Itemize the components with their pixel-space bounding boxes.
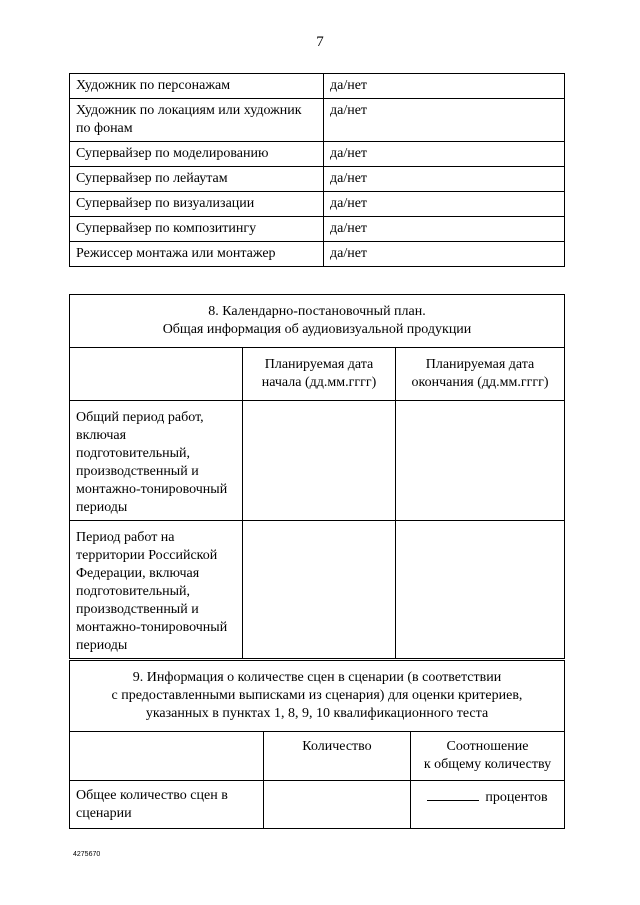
role-name: Супервайзер по композитингу [70, 217, 324, 242]
role-value[interactable]: да/нет [324, 74, 565, 99]
scenes-header-blank [70, 732, 264, 781]
roles-table [69, 73, 565, 267]
page-number: 7 [316, 34, 324, 50]
scenes-title-line1: 9. Информация о количестве сцен в сценарии (в соответствии [132, 670, 502, 685]
scenes-header-ratio-line1: Соотношение [446, 739, 529, 754]
scenes-title-line2: с предоставленными выписками из сценария) для оценки критериев, [111, 688, 523, 703]
roles-row [70, 142, 565, 167]
schedule-header-start: Планируемая дата начала (дд.мм.гггг) [243, 348, 396, 401]
document-id: 4275670 [73, 851, 101, 858]
schedule-header-end: Планируемая дата окончания (дд.мм.гггг) [396, 348, 565, 401]
roles-row [70, 217, 565, 242]
schedule-header-blank [70, 348, 243, 401]
roles-row [70, 192, 565, 217]
roles-row [70, 242, 565, 267]
schedule-title-line1: 8. Календарно-постановочный план. [208, 304, 426, 319]
role-name: Супервайзер по моделированию [70, 142, 324, 167]
schedule-row-russia-end[interactable] [396, 521, 565, 659]
schedule-table [69, 294, 565, 659]
schedule-row-total-end[interactable] [396, 401, 565, 521]
role-name: Художник по локациям или художник по фонам [70, 99, 324, 142]
schedule-row-total-start[interactable] [243, 401, 396, 521]
role-name: Супервайзер по визуализации [70, 192, 324, 217]
schedule-title-line2: Общая информация об аудиовизуальной продукции [162, 322, 472, 337]
role-name: Художник по персонажам [70, 74, 324, 99]
roles-row [70, 99, 565, 142]
roles-row [70, 74, 565, 99]
role-value[interactable]: да/нет [324, 167, 565, 192]
percent-blank-line[interactable] [427, 787, 479, 801]
roles-row [70, 167, 565, 192]
role-name: Супервайзер по лейаутам [70, 167, 324, 192]
schedule-row-russia-start[interactable] [243, 521, 396, 659]
percent-label: процентов [485, 790, 548, 805]
scenes-header-ratio-line2: к общему количеству [423, 757, 552, 772]
scenes-title-line3: указанных в пунктах 1, 8, 9, 10 квалификационного теста [145, 706, 489, 721]
scenes-header-ratio [411, 732, 565, 781]
scenes-header-count: Количество [264, 732, 411, 781]
scenes-title [70, 661, 565, 732]
scenes-total-ratio[interactable] [411, 781, 565, 829]
role-value[interactable]: да/нет [324, 242, 565, 267]
schedule-row-total-label: Общий период работ, включая подготовительный, производственный и монтажно-тонировочный периоды [70, 401, 243, 521]
scenes-total-count[interactable] [264, 781, 411, 829]
schedule-title [70, 295, 565, 348]
schedule-row-russia-label: Период работ на территории Российской Федерации, включая подготовительный, производственный и монтажно-тонировочный периоды [70, 521, 243, 659]
role-value[interactable]: да/нет [324, 99, 565, 142]
scenes-total-label: Общее количество сцен в сценарии [70, 781, 264, 829]
role-value[interactable]: да/нет [324, 142, 565, 167]
role-value[interactable]: да/нет [324, 217, 565, 242]
scenes-table [69, 660, 565, 829]
role-value[interactable]: да/нет [324, 192, 565, 217]
role-name: Режиссер монтажа или монтажер [70, 242, 324, 267]
